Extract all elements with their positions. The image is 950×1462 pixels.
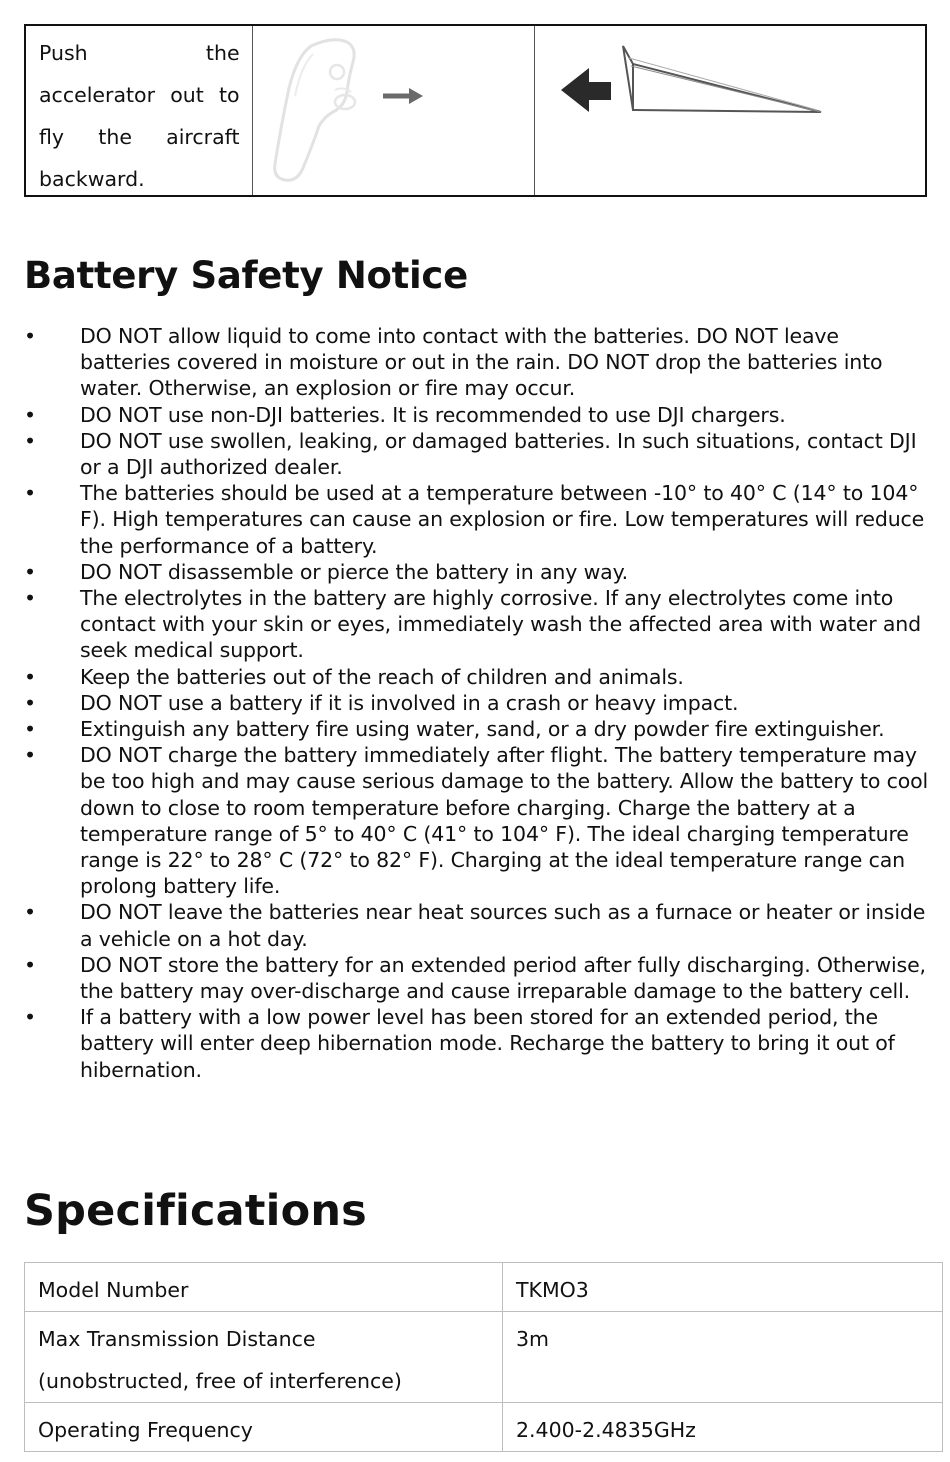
list-item-text: The batteries should be used at a temperature between -10° to 40° C (14° to 104° F). High temperatures can cause an explosion or fire. Low temperatures will reduce the performance of a battery. — [80, 481, 925, 558]
spec-key-text: Operating Frequency — [38, 1418, 253, 1442]
instruction-cell — [26, 26, 253, 195]
list-item — [24, 664, 934, 690]
bullet: • — [24, 743, 36, 768]
aircraft-backward-arrow-icon — [535, 26, 925, 195]
list-item — [24, 585, 934, 664]
table-row — [25, 1312, 943, 1403]
bullet: • — [24, 324, 36, 348]
bullet: • — [24, 559, 36, 584]
specifications-heading: Specifications — [24, 1186, 367, 1236]
control-instruction-table — [24, 24, 927, 197]
bullet: • — [24, 1005, 36, 1030]
list-item-text: DO NOT disassemble or pierce the battery in any way. — [80, 559, 629, 584]
list-item-text: DO NOT use a battery if it is involved in a crash or heavy impact. — [80, 690, 739, 715]
list-item-text: DO NOT allow liquid to come into contact with the batteries. DO NOT leave batteries covered in moisture or out in the rain. DO NOT drop the batteries into water. Otherwise, an explosion or fire may occur. — [80, 324, 883, 401]
instruction-text: Push the accelerator out to fly the aircraft backward. — [39, 41, 240, 191]
list-item — [24, 690, 934, 716]
list-item — [24, 559, 934, 585]
list-item-text: DO NOT charge the battery immediately after flight. The battery temperature may be too high and may cause serious damage to the battery. Allow the battery to cool down to close to room temperature before charging. Charge the battery at a temperature range of 5° to 40° C (41° to 104° F). The ideal charging temperature range is 22° to 28° C (72° to 82° F). Charging at the ideal temperature range can prolong battery life. — [80, 743, 929, 899]
list-item — [24, 899, 934, 951]
list-item-text: Keep the batteries out of the reach of children and animals. — [80, 664, 684, 689]
spec-key-text: Max Transmission Distance — [38, 1327, 316, 1351]
bullet: • — [24, 402, 36, 427]
bullet: • — [24, 586, 36, 611]
aircraft-image-cell — [535, 26, 925, 195]
controller-image-cell — [253, 26, 535, 195]
spec-key — [25, 1403, 503, 1452]
table-row — [25, 1403, 943, 1452]
spec-key-text: Model Number — [38, 1278, 189, 1302]
list-item — [24, 952, 934, 1004]
controller-stick-push-forward-icon — [253, 26, 534, 195]
spec-value: 3m — [503, 1312, 943, 1403]
spec-key — [25, 1312, 503, 1403]
spec-value: 2.400-2.4835GHz — [503, 1403, 943, 1452]
list-item — [24, 1004, 934, 1083]
spec-value: TKMO3 — [503, 1263, 943, 1312]
list-item-text: Extinguish any battery fire using water, sand, or a dry powder fire extinguisher. — [80, 717, 885, 742]
list-item — [24, 428, 934, 480]
bullet: • — [24, 952, 36, 977]
specifications-table — [24, 1262, 943, 1452]
bullet: • — [24, 664, 36, 689]
bullet: • — [24, 481, 36, 506]
table-row — [25, 1263, 943, 1312]
battery-notice-list — [24, 323, 934, 1083]
list-item — [24, 716, 934, 742]
bullet: • — [24, 428, 36, 453]
list-item — [24, 742, 934, 899]
list-item-text: DO NOT store the battery for an extended period after fully discharging. Otherwise, the battery may over-discharge and cause irreparable damage to the battery cell. — [80, 952, 926, 1004]
spec-key-note: (unobstructed, free of interference) — [38, 1369, 402, 1393]
spec-key — [25, 1263, 503, 1312]
list-item — [24, 402, 934, 428]
bullet: • — [24, 690, 36, 715]
list-item-text: DO NOT use swollen, leaking, or damaged batteries. In such situations, contact DJI or a DJI authorized dealer. — [80, 428, 917, 480]
list-item-text: If a battery with a low power level has been stored for an extended period, the battery will enter deep hibernation mode. Recharge the battery to bring it out of hibernation. — [80, 1005, 895, 1082]
list-item — [24, 480, 934, 559]
list-item-text: DO NOT leave the batteries near heat sources such as a furnace or heater or inside a vehicle on a hot day. — [80, 900, 926, 951]
list-item-text: DO NOT use non-DJI batteries. It is recommended to use DJI chargers. — [80, 402, 786, 427]
battery-notice-heading: Battery Safety Notice — [24, 254, 468, 297]
bullet: • — [24, 717, 36, 742]
bullet: • — [24, 900, 36, 925]
list-item — [24, 323, 934, 402]
list-item-text: The electrolytes in the battery are highly corrosive. If any electrolytes come into contact with your skin or eyes, immediately wash the affected area with water and seek medical support. — [80, 586, 921, 663]
